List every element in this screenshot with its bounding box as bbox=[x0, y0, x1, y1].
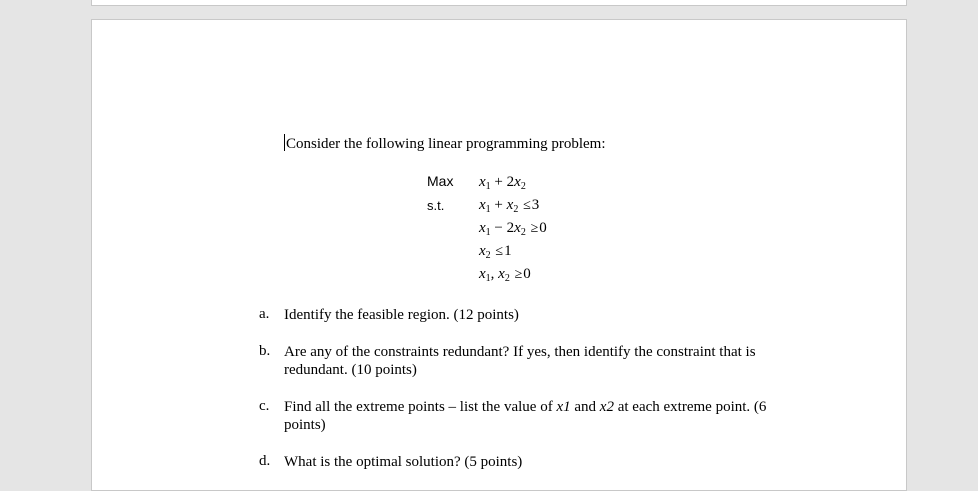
question-d-text: What is the optimal solution? (5 points) bbox=[284, 454, 523, 470]
question-c-text: Find all the extreme points – list the value of x1 and x2 at each extreme point. (6 points) bbox=[284, 399, 767, 433]
intro-line bbox=[284, 134, 606, 153]
question-c-letter: c. bbox=[259, 398, 270, 414]
intro-text: Consider the following linear programming problem: bbox=[286, 136, 606, 152]
constraint-1: $x_1 + x_2 \le 3$ bbox=[479, 197, 540, 215]
objective-expression: $x_1 + 2x_2$ bbox=[479, 174, 526, 192]
question-a-text: Identify the feasible region. (12 points) bbox=[284, 307, 519, 323]
document-page[interactable] bbox=[91, 19, 907, 491]
question-b-text: Are any of the constraints redundant? If yes, then identify the constraint that is redundant. (10 points) bbox=[284, 344, 756, 378]
text-cursor bbox=[284, 134, 285, 151]
constraint-3: $x_2 \le 1$ bbox=[479, 243, 512, 261]
var-x2: x2 bbox=[599, 399, 614, 415]
objective-label: Max bbox=[427, 173, 454, 189]
var-x1: x1 bbox=[556, 399, 571, 415]
previous-page-edge bbox=[91, 0, 907, 6]
constraints-label: s.t. bbox=[427, 198, 445, 213]
question-a-letter: a. bbox=[259, 306, 270, 322]
constraint-nonnegativity: $x_1$, $x_2 \ge 0$ bbox=[479, 266, 531, 284]
question-b-letter: b. bbox=[259, 343, 271, 359]
question-d-letter: d. bbox=[259, 453, 271, 469]
constraint-2: $x_1 - 2x_2 \ge 0$ bbox=[479, 220, 547, 238]
